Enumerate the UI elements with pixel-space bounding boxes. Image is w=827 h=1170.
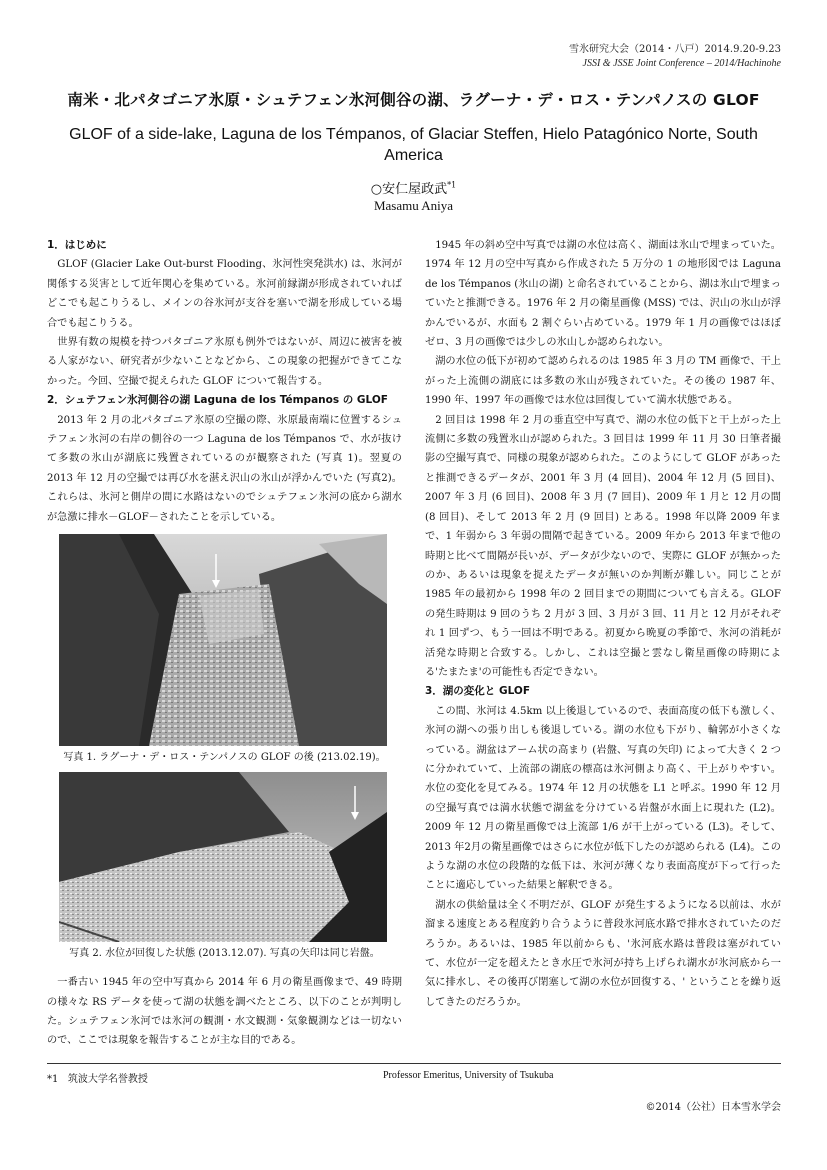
footnote-affiliation-jp — [47, 1070, 148, 1085]
footnote-mark: *1 — [47, 1074, 59, 1085]
paragraph: 一番古い 1945 年の空中写真から 2014 年 6 月の衛星画像まで、49 時期の様々な RS データを使って湖の状態を調べたところ、以下のことが判明した。シュテフェン氷河では氷河の観測・水文観測・気象観測などは一切ないので、ここでは現象を報告することが主な目的である。 — [47, 977, 402, 1047]
conference-header-en: JSSI & JSSE Joint Conference – 2014/Hachinohe — [582, 58, 781, 69]
author-footnote-mark: *1 — [447, 180, 457, 190]
footnote-affiliation-en: Professor Emeritus, University of Tsukuba — [383, 1070, 554, 1081]
section-heading-1: 1．はじめに — [47, 239, 107, 251]
photo-2-water-recovered — [59, 772, 387, 942]
paragraph: 湖の水位の低下が初めて認められるのは 1985 年 3 月の TM 画像で、干上がった上流側の湖底には多数の氷山が残されていた。その後の 1987 年、1990 年、1997 年の画像では水位は回復していて満水状態である。 — [425, 356, 781, 407]
paragraph: 2013 年 2 月の北パタゴニア氷原の空撮の際、氷原最南端に位置するシュテフェン氷河の右岸の側谷の一つ Laguna de los Témpanos で、水が抜けて多数の氷山が湖底に残置されているのが観察された (写真 1)。翌夏の 2013 年 12 月の空撮では再び水を湛え沢山の氷山が浮かんでいた (写真2)。これらは、氷河と側岸の間に水路はないのでシュテフェン氷河の底から湖水が急激に排水－GLOF－されたことを示している。 — [47, 414, 402, 523]
section-heading-2: 2．シュテフェン氷河側谷の湖 Laguna de los Témpanos の GLOF — [47, 394, 388, 407]
paragraph: 湖水の供給量は全く不明だが、GLOF が発生するようになる以前は、水が溜まる速度とある程度釣り合うように普段氷河底水路で排水されていたのだろうか。あるいは、1985 年以前からも、'氷河底水路は普段は塞がれていて、水位が一定を超えたとき水圧で氷河が持ち上げられ湖水が氷河底から一気に排水し、その後再び閉塞して湖の水位が回復する、' ということを繰り返してきたのだろうか。 — [425, 899, 781, 1008]
paragraph: 2 回目は 1998 年 2 月の垂直空中写真で、湖の水位の低下と干上がった上流側に多数の残置氷山が認められた。3 回目は 1999 年 11 月 30 日筆者撮影の空撮写真で、同様の現象が認められた。このようにして GLOF があったと推測できるデータが、2001 年 3 月 (4 回目)、2004 年 12 月 (5 回目)、2007 年 3 月 (6 回目)、2008 年 3 月 (7 回目)、2009 年 1 月と 12 月の間 (8 回目)、そして 2013 年 2 月 (9 回目) とある。1998 年以降 2009 年まで、1 年弱から 3 年弱の間隔で起きている。2009 年から 2013 年まで他の時期と比べて間隔が長いが、データが少ないので、実際に GLOF が無かったのか、あるいは現象を捉えたデータが無いのか判断が難しい。同じことが 1985 年の最初から 1998 年の 2 回目までの期間についても言える。GLOF の発生時期は 9 回のうち 2 月が 3 回、3 月が 3 回、11 月と 12 月がそれぞれ 1 回ずつ、もう一回は不明である。初夏から晩夏の季節で、氷河の消耗が活発な時期と合致する。しかし、これは空撮と雲なし衛星画像の時期による'たまたま'の可能性も否定できない。 — [425, 414, 781, 678]
author-name-jp — [0, 178, 827, 197]
copyright-notice: ©2014（公社）日本雪氷学会 — [645, 1102, 781, 1113]
paragraph: 1945 年の斜め空中写真では湖の水位は高く、湖面は氷山で埋まっていた。1974 年 12 月の空中写真から作成された 5 万分の 1 の地形図では Laguna de los Témpanos (氷山の湖) と命名されていることから、湖は氷山で埋まっていたと推測できる。1976 年 2 月の衛星画像 (MSS) では、沢山の氷山が浮かんでいるが、水面も 2 割ぐらい占めている。1979 年 1 月の画像ではほぼゼロ、3 月の画像では少しの氷山しか認められない。 — [425, 240, 781, 349]
photo-1-caption: 写真 1. ラグーナ・デ・ロス・テンパノスの GLOF の後 (213.02.19)。 — [63, 752, 386, 764]
section-heading-3: 3．湖の変化と GLOF — [425, 685, 530, 698]
paragraph: 世界有数の規模を持つパタゴニア氷原も例外ではないが、周辺に被害を被る人家がない、研究者が少ないことなどから、この現象の把握ができてこなかった。今回、空撮で捉えられた GLOF について報告する。 — [47, 337, 402, 387]
right-column — [425, 236, 781, 1012]
footnote-divider — [47, 1063, 781, 1064]
photo-2-caption: 写真 2. 水位が回復した状態 (2013.12.07). 写真の矢印は同じ岩盤。 — [69, 948, 380, 960]
photo-1-glof-aftermath — [59, 534, 387, 746]
left-column — [47, 236, 402, 1051]
author-name-en: Masamu Aniya — [373, 198, 454, 213]
conference-header-jp: 雪氷研究大会（2014・八戸）2014.9.20-9.23 — [569, 44, 781, 55]
footnote-text-jp: 筑波大学名誉教授 — [67, 1074, 148, 1085]
paper-title-jp: 南米・北パタゴニア氷原・シュテフェン氷河側谷の湖、ラグーナ・デ・ロス・テンパノスの GLOF — [67, 91, 760, 109]
author-jp-text: ○安仁屋政武 — [370, 182, 448, 197]
paragraph: GLOF (Glacier Lake Out-burst Flooding、氷河性突発洪水) は、氷河が関係する災害として近年関心を集めている。氷河前縁湖が形成されていればどこでも起こりうるし、メインの谷氷河が支谷を塞いで湖を形成している場合でも起こりうる。 — [47, 259, 402, 329]
paragraph: この間、氷河は 4.5km 以上後退しているので、表面高度の低下も激しく、氷河の湖への張り出しも後退している。湖の水位も下がり、輪郭が小さくなっている。湖盆はアーム状の高まり (岩盤、写真の矢印) によって大きく 2 つに分かれていて、上流部の湖底の標高は氷河側より高く、干上がりやすい。水位の変化を見てみる。1974 年 12 月の状態を L1 と呼ぶ。1990 年 12 月の空撮写真では満水状態で湖盆を分けている岩盤が水面上に現れた (L2)。2009 年 12 月の衛星画像では上流部 1/6 が干上がっている (L3)。そして、2013 年2月の衛星画像ではさらに水位が低下したのが認められる (L4)。このような湖の水位の段階的な低下は、氷河が薄くなり表面高度が下って行ったことに適応していった結果と解釈できる。 — [425, 705, 781, 892]
paper-title-en: GLOF of a side-lake, Laguna de los Témpanos, of Glaciar Steffen, Hielo Patagónico Norte, South America — [69, 126, 758, 164]
